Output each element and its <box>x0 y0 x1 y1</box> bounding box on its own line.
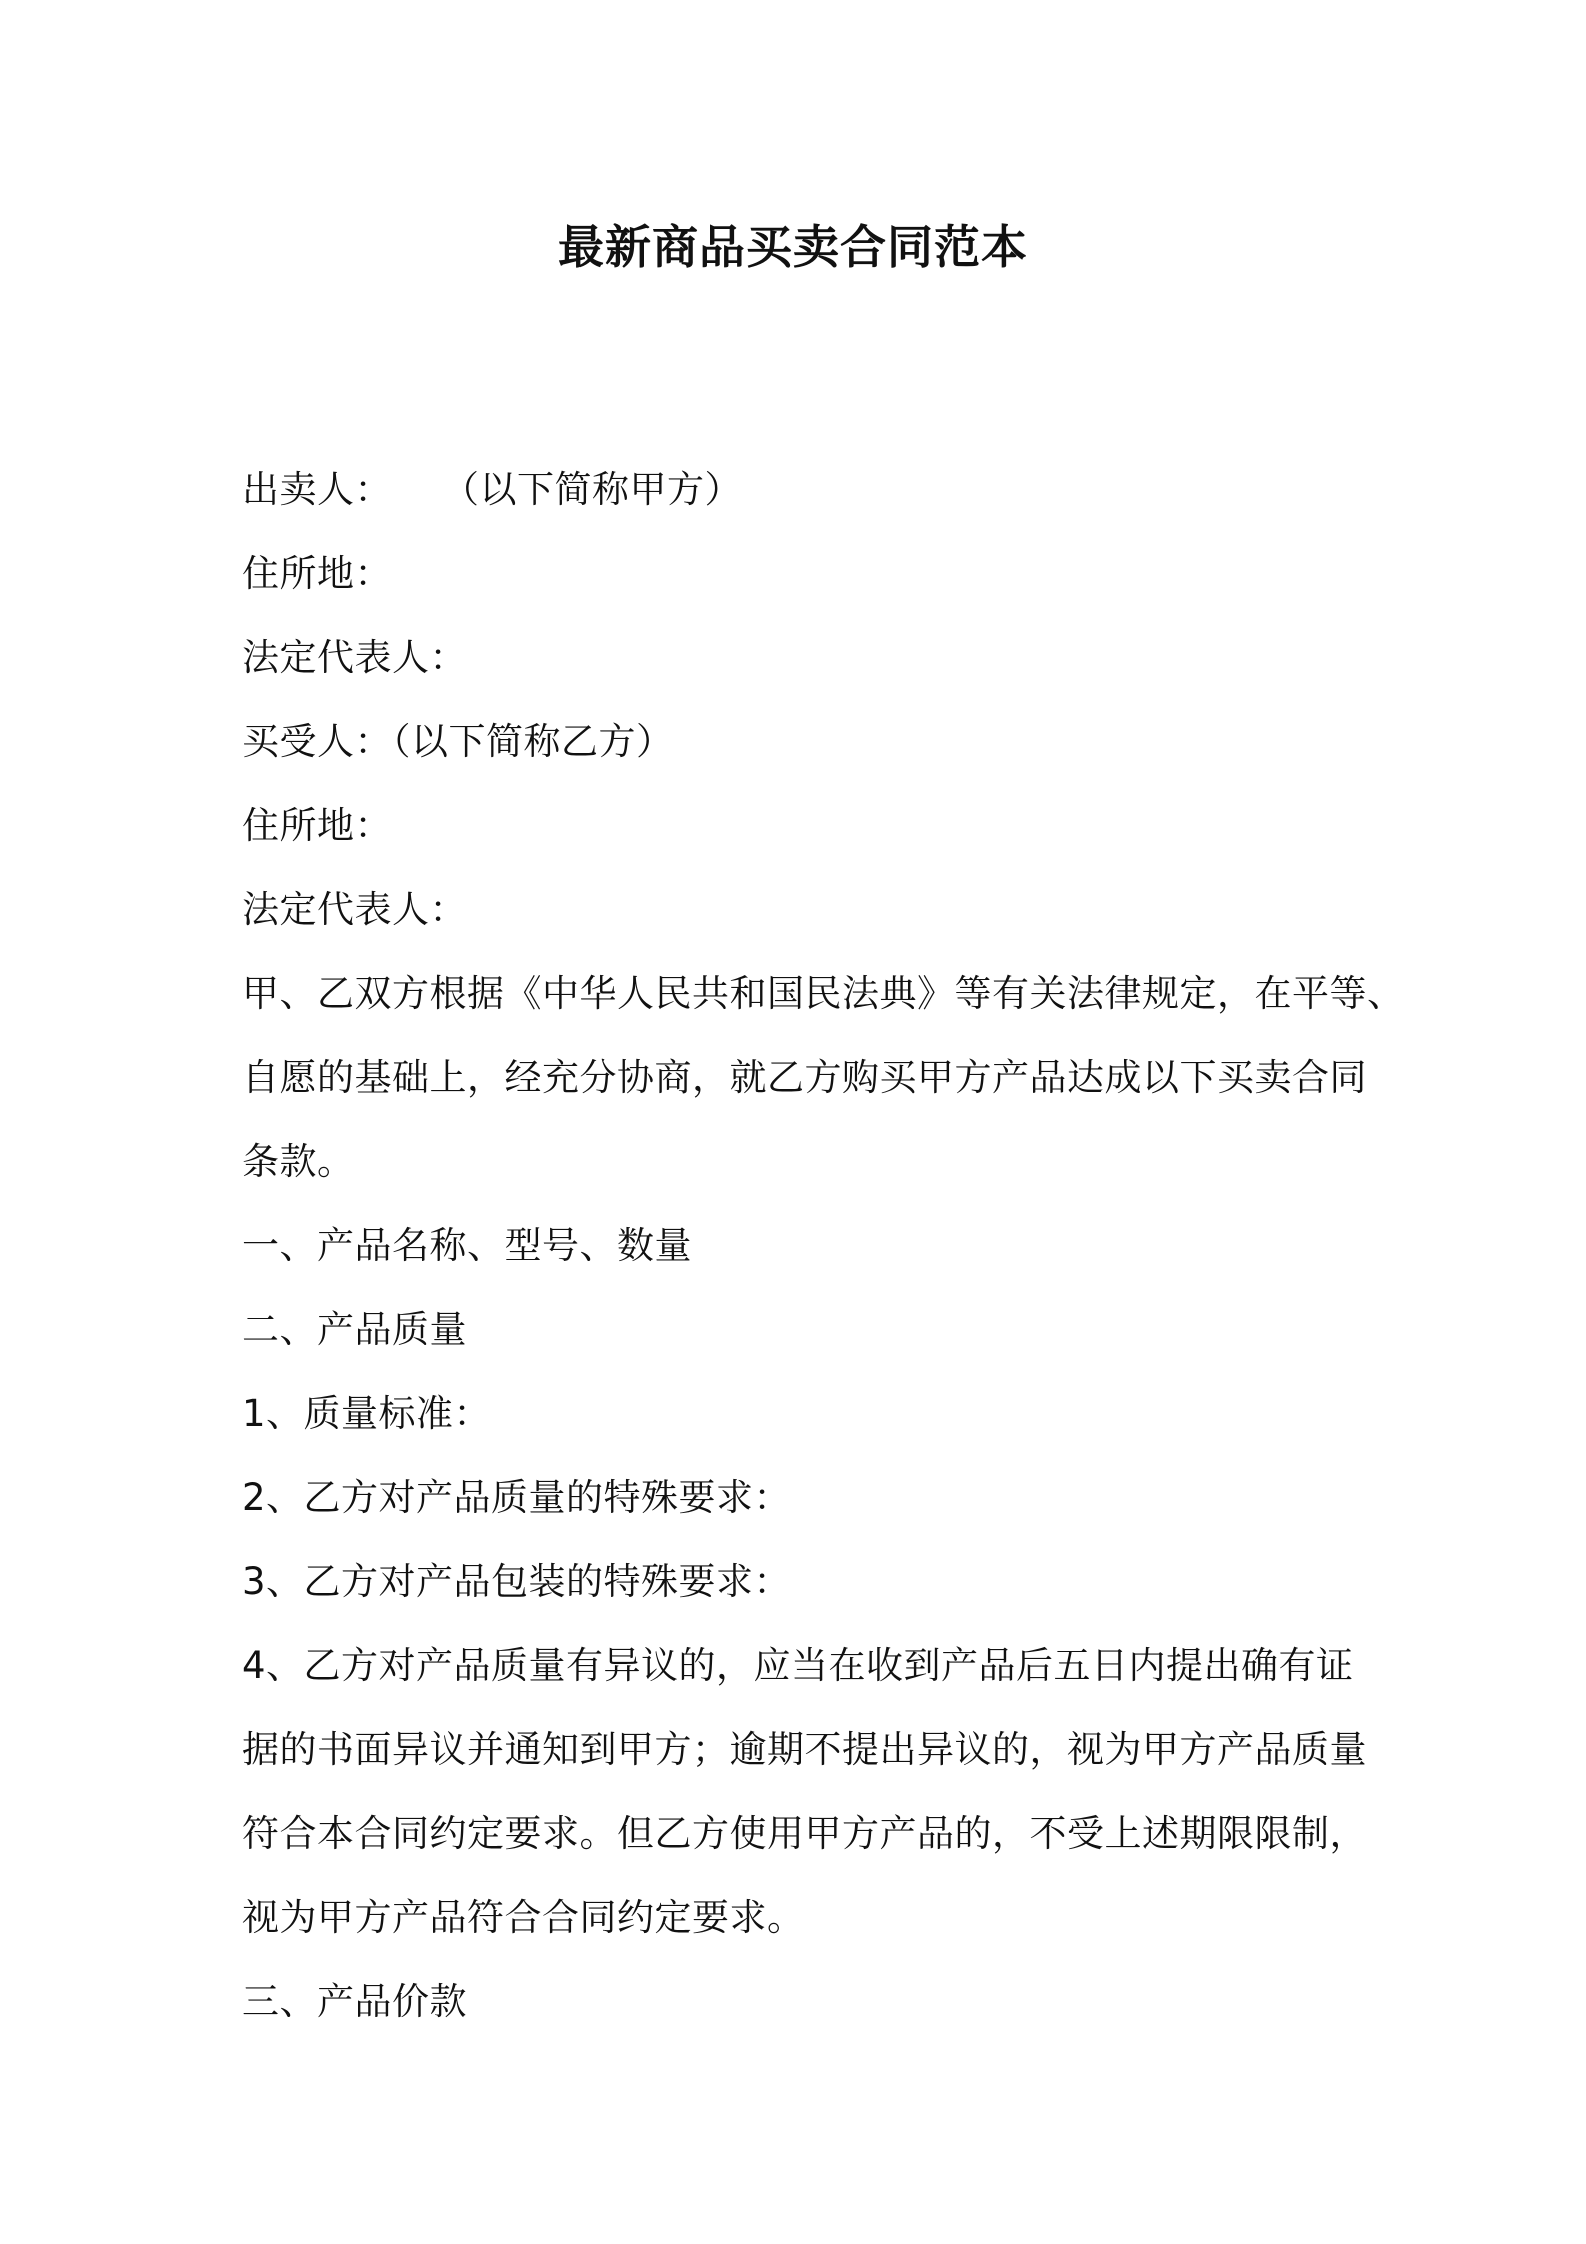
paragraph-line: 自愿的基础上，经充分协商，就乙方购买甲方产品达成以下买卖合同 <box>242 1056 1367 1099</box>
seller-label: 出卖人： <box>242 468 392 511</box>
section-heading-3: 三、产品价款 <box>242 1980 467 2023</box>
paragraph-line: 据的书面异议并通知到甲方；逾期不提出异议的，视为甲方产品质量 <box>242 1728 1367 1771</box>
buyer-address-label: 住所地： <box>242 804 392 847</box>
paragraph-line: 4、乙方对产品质量有异议的，应当在收到产品后五日内提出确有证 <box>242 1644 1354 1687</box>
paragraph-line: 视为甲方产品符合合同约定要求。 <box>242 1896 805 1939</box>
buyer-line: 买受人：（以下简称乙方） <box>242 720 674 763</box>
quality-item-2: 2、乙方对产品质量的特殊要求： <box>242 1476 792 1519</box>
document-title: 最新商品买卖合同范本 <box>558 220 1028 274</box>
seller-address-label: 住所地： <box>242 552 392 595</box>
section-heading-2: 二、产品质量 <box>242 1308 467 1351</box>
paragraph-line: 符合本合同约定要求。但乙方使用甲方产品的，不受上述期限限制， <box>242 1812 1367 1855</box>
seller-note: （以下简称甲方） <box>442 468 742 511</box>
paragraph-line: 甲、乙双方根据《中华人民共和国民法典》等有关法律规定，在平等、 <box>242 972 1405 1015</box>
document-body <box>242 448 1405 2044</box>
paragraph-line: 条款。 <box>242 1140 355 1183</box>
seller-representative-label: 法定代表人： <box>242 636 467 679</box>
section-heading-1: 一、产品名称、型号、数量 <box>242 1224 692 1267</box>
quality-item-3: 3、乙方对产品包装的特殊要求： <box>242 1560 792 1603</box>
quality-item-1: 1、质量标准： <box>242 1392 492 1435</box>
preamble-paragraph <box>242 952 1405 1204</box>
quality-item-4 <box>242 1624 1367 1960</box>
seller-line <box>242 448 1362 532</box>
buyer-representative-label: 法定代表人： <box>242 888 467 931</box>
